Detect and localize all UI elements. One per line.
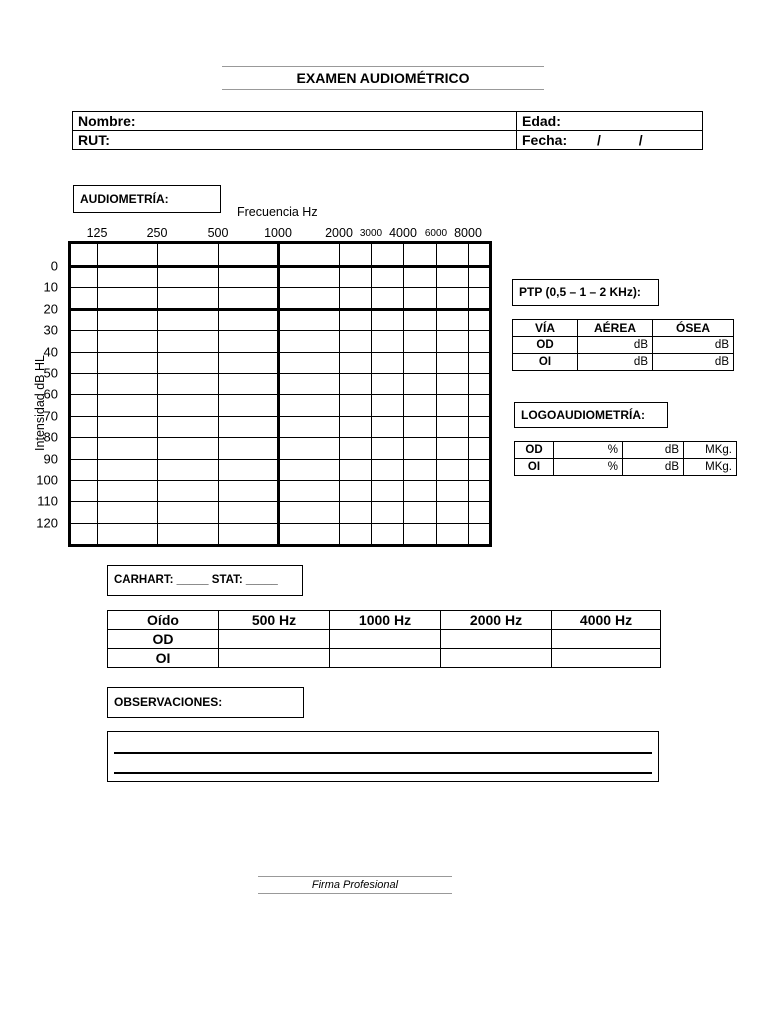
- date-separator: /: [638, 132, 643, 148]
- table-row: [513, 337, 734, 354]
- name-field[interactable]: [73, 112, 517, 131]
- row-ear-label: OI: [108, 649, 219, 668]
- freq-tick-2000: 2000: [325, 226, 353, 240]
- db-tick-10: 10: [43, 279, 58, 295]
- freq-tick-1000: 1000: [264, 226, 292, 240]
- rut-field[interactable]: [73, 131, 517, 150]
- ptp-aerea-cell[interactable]: dB: [578, 337, 653, 354]
- db-tick-70: 70: [43, 408, 58, 424]
- result-cell[interactable]: [219, 649, 330, 668]
- ptp-header-aerea: AÉREA: [578, 320, 653, 337]
- grid-line-db-0: [71, 265, 489, 268]
- table-row: [515, 442, 737, 459]
- document-title: EXAMEN AUDIOMÉTRICO: [222, 66, 544, 90]
- header-500: 500 Hz: [219, 611, 330, 630]
- observations-label: OBSERVACIONES:: [107, 687, 304, 718]
- rut-label: RUT:: [78, 132, 110, 148]
- ptp-header-osea: ÓSEA: [653, 320, 734, 337]
- freq-tick-4000: 4000: [389, 226, 417, 240]
- result-cell[interactable]: [441, 649, 552, 668]
- grid-line-db-60: [71, 394, 489, 395]
- patient-info-table: [72, 111, 703, 150]
- grid-line-db-20: [71, 308, 489, 311]
- table-row: [108, 649, 661, 668]
- db-tick-120: 120: [36, 515, 58, 531]
- result-cell[interactable]: [330, 630, 441, 649]
- name-label: Nombre:: [78, 113, 136, 129]
- intensity-axis-title: Intensidad dB HL: [32, 355, 47, 451]
- header-ear: Oído: [108, 611, 219, 630]
- header-1000: 1000 Hz: [330, 611, 441, 630]
- grid-line-db-90: [71, 459, 489, 460]
- ptp-header-via: VÍA: [513, 320, 578, 337]
- grid-line-db-100: [71, 480, 489, 481]
- age-label: Edad:: [522, 113, 561, 129]
- logoaudiometry-table: [514, 441, 737, 476]
- writing-line: [114, 752, 652, 754]
- grid-line-db-50: [71, 373, 489, 374]
- logo-row-ear: OD: [515, 442, 554, 459]
- date-separator: /: [597, 132, 601, 148]
- db-tick-40: 40: [43, 344, 58, 360]
- observations-box[interactable]: [107, 731, 659, 782]
- age-field[interactable]: [517, 112, 703, 131]
- result-cell[interactable]: [219, 630, 330, 649]
- carhart-stat-field[interactable]: CARHART: _____ STAT: _____: [107, 565, 303, 596]
- logo-mkg-cell[interactable]: MKg.: [684, 442, 737, 459]
- header-2000: 2000 Hz: [441, 611, 552, 630]
- grid-line-db-70: [71, 416, 489, 417]
- logo-mkg-cell[interactable]: MKg.: [684, 459, 737, 476]
- frequency-axis-title: Frecuencia Hz: [237, 205, 318, 219]
- grid-line-db-110: [71, 501, 489, 502]
- result-cell[interactable]: [330, 649, 441, 668]
- ptp-label: PTP (0,5 – 1 – 2 KHz):: [512, 279, 659, 306]
- db-tick-110: 110: [37, 493, 58, 509]
- grid-line-db-40: [71, 352, 489, 353]
- logo-db-cell[interactable]: dB: [623, 459, 684, 476]
- freq-tick-500: 500: [207, 226, 229, 240]
- grid-line-db-120: [71, 523, 489, 524]
- ptp-osea-cell[interactable]: dB: [653, 354, 734, 371]
- ptp-aerea-cell[interactable]: dB: [578, 354, 653, 371]
- table-row: [513, 354, 734, 371]
- date-label: Fecha:: [522, 132, 568, 148]
- header-4000: 4000 Hz: [552, 611, 661, 630]
- ptp-table: [512, 319, 734, 371]
- freq-tick-8000: 8000: [454, 226, 482, 240]
- freq-tick-3000: 3000: [359, 228, 383, 239]
- signature-line: Firma Profesional: [258, 876, 452, 894]
- freq-tick-250: 250: [146, 226, 168, 240]
- result-cell[interactable]: [552, 649, 661, 668]
- db-tick-60: 60: [43, 386, 58, 402]
- frequency-results-table: [107, 610, 661, 668]
- logoaudiometry-label: LOGOAUDIOMETRÍA:: [514, 402, 668, 428]
- freq-tick-125: 125: [86, 226, 108, 240]
- grid-line-db-80: [71, 437, 489, 438]
- table-row: [108, 630, 661, 649]
- ptp-row-ear: OI: [513, 354, 578, 371]
- logo-row-ear: OI: [515, 459, 554, 476]
- writing-line: [114, 772, 652, 774]
- db-tick-50: 50: [43, 365, 58, 381]
- table-row: [515, 459, 737, 476]
- db-tick-90: 90: [43, 451, 58, 467]
- result-cell[interactable]: [441, 630, 552, 649]
- db-tick-100: 100: [36, 472, 58, 488]
- ptp-row-ear: OD: [513, 337, 578, 354]
- audiogram-grid[interactable]: [68, 241, 492, 547]
- row-ear-label: OD: [108, 630, 219, 649]
- grid-line-db-30: [71, 330, 489, 331]
- logo-pct-cell[interactable]: %: [554, 442, 623, 459]
- date-field[interactable]: [517, 131, 703, 150]
- freq-tick-6000: 6000: [424, 228, 448, 239]
- db-tick-0: 0: [50, 258, 58, 274]
- db-tick-30: 30: [43, 322, 58, 338]
- db-tick-80: 80: [43, 429, 58, 445]
- grid-line-minor: [71, 287, 489, 288]
- logo-pct-cell[interactable]: %: [554, 459, 623, 476]
- db-tick-20: 20: [43, 301, 58, 317]
- result-cell[interactable]: [552, 630, 661, 649]
- ptp-osea-cell[interactable]: dB: [653, 337, 734, 354]
- logo-db-cell[interactable]: dB: [623, 442, 684, 459]
- audiometry-label: AUDIOMETRÍA:: [73, 185, 221, 213]
